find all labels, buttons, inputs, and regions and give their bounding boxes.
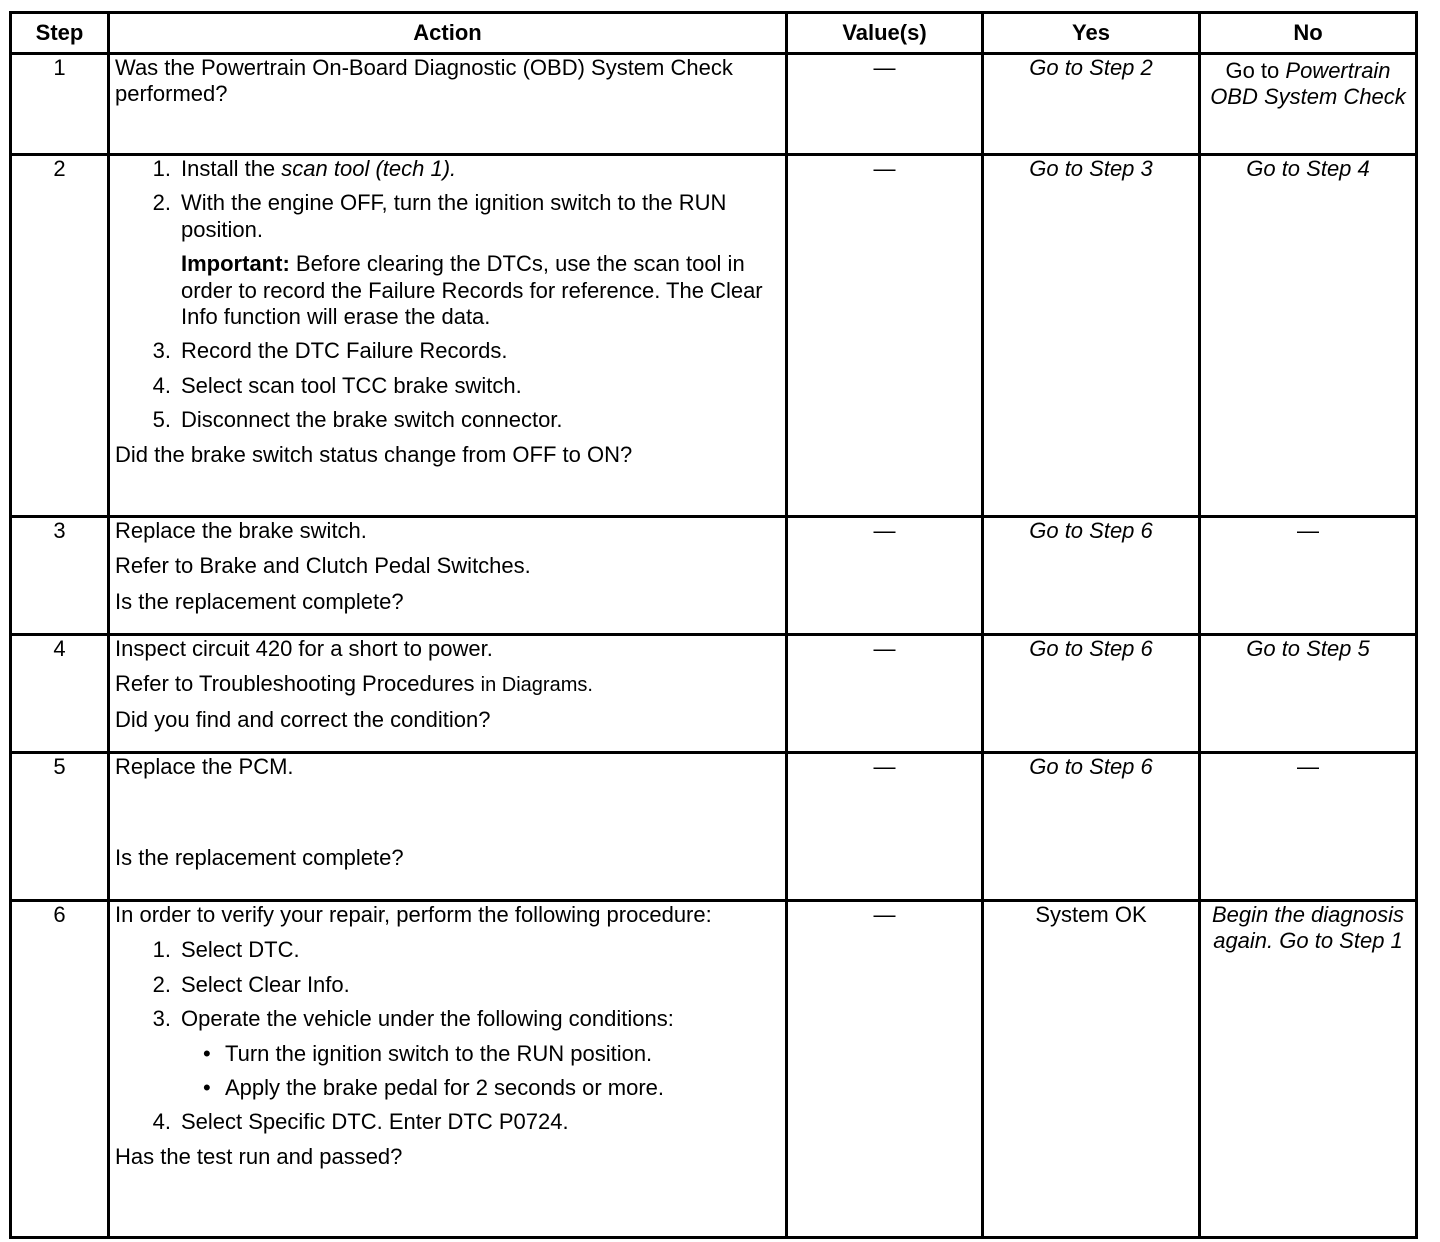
step-number: 4: [11, 635, 109, 753]
important-note: [181, 251, 780, 330]
action-text: Refer to Brake and Clutch Pedal Switches.: [115, 553, 531, 579]
step-number: 6: [11, 901, 109, 1238]
action-text: Refer to Troubleshooting Procedures: [115, 671, 475, 697]
question-text: Has the test run and passed?: [115, 1143, 403, 1169]
no-cell: Begin the diagnosis again. Go to Step 1: [1200, 901, 1417, 1238]
table-row: [11, 753, 1417, 901]
list-item: [115, 972, 780, 998]
no-cell: —: [1200, 753, 1417, 901]
list-text: Select Clear Info.: [181, 971, 350, 997]
important-text: Before clearing the DTCs, use the scan tool in order to record the Failure Records for reference. The Clear Info function will erase the data.: [181, 251, 763, 329]
list-text: Select Specific DTC. Enter DTC P0724.: [181, 1109, 569, 1135]
value-cell: —: [787, 635, 983, 753]
list-item: [115, 937, 780, 963]
list-text: Select scan tool TCC brake switch.: [181, 372, 522, 398]
list-number: 3.: [152, 1006, 171, 1032]
yes-cell: Go to Step 2: [983, 54, 1200, 155]
spacer: [115, 789, 780, 845]
action-text: Replace the PCM.: [115, 754, 294, 779]
list-number: 4.: [152, 1109, 171, 1135]
action-cell: [109, 54, 787, 155]
list-item: [115, 373, 780, 399]
header-no: No: [1200, 13, 1417, 54]
no-cell: Go to Step 5: [1200, 635, 1417, 753]
list-text: Select DTC.: [181, 937, 300, 963]
no-cell: [1200, 54, 1417, 155]
yes-cell: Go to Step 6: [983, 753, 1200, 901]
no-cell: Go to Step 4: [1200, 155, 1417, 517]
list-item: [115, 338, 780, 364]
bullet-text: Turn the ignition switch to the RUN position.: [225, 1040, 653, 1066]
important-label: Important:: [181, 251, 290, 277]
action-text: Inspect circuit 420 for a short to power.: [115, 636, 493, 661]
step-number: 1: [11, 54, 109, 155]
question-text: Is the replacement complete?: [115, 845, 404, 871]
action-suffix: in Diagrams.: [480, 674, 593, 697]
question-text: Did the brake switch status change from OFF to ON?: [115, 441, 633, 467]
action-cell: [109, 517, 787, 635]
list-item: [115, 190, 780, 243]
value-cell: —: [787, 753, 983, 901]
list-item: [115, 1109, 780, 1135]
bullet-icon: •: [203, 1074, 211, 1100]
action-cell: [109, 155, 787, 517]
action-cell: [109, 901, 787, 1238]
action-text: Replace the brake switch.: [115, 518, 367, 543]
value-cell: —: [787, 155, 983, 517]
list-text: Disconnect the brake switch connector.: [181, 407, 563, 433]
step-number: 2: [11, 155, 109, 517]
no-link: Powertrain OBD System Check: [1210, 58, 1406, 110]
list-number: 5.: [152, 407, 171, 433]
question-text: Did you find and correct the condition?: [115, 706, 491, 732]
list-number: 2.: [152, 971, 171, 997]
no-text: Go to: [1225, 58, 1280, 83]
value-cell: —: [787, 517, 983, 635]
step-number: 5: [11, 753, 109, 901]
yes-cell: Go to Step 3: [983, 155, 1200, 517]
table-row: [11, 517, 1417, 635]
yes-cell: System OK: [983, 901, 1200, 1238]
header-values: Value(s): [787, 13, 983, 54]
header-row: [11, 13, 1417, 54]
value-cell: —: [787, 901, 983, 1238]
list-text: Install the: [181, 156, 276, 181]
bullet-icon: •: [203, 1040, 211, 1066]
list-item: [115, 1006, 780, 1032]
table-row: [11, 635, 1417, 753]
action-text-with-suffix: [115, 671, 780, 697]
list-number: 4.: [152, 372, 171, 398]
diagnostic-table: [9, 11, 1418, 1239]
list-number: 3.: [152, 338, 171, 364]
list-number: 1.: [152, 156, 171, 181]
action-text: Was the Powertrain On-Board Diagnostic (OBD) System Check performed?: [115, 55, 733, 107]
table-row: [11, 155, 1417, 517]
list-item: [115, 156, 780, 182]
action-text: In order to verify your repair, perform the following procedure:: [115, 902, 712, 927]
value-cell: —: [787, 54, 983, 155]
header-step: Step: [11, 13, 109, 54]
list-text: With the engine OFF, turn the ignition switch to the RUN position.: [181, 190, 727, 242]
yes-cell: Go to Step 6: [983, 517, 1200, 635]
table-row: [11, 54, 1417, 155]
list-item: [115, 407, 780, 433]
action-cell: [109, 635, 787, 753]
list-text: Record the DTC Failure Records.: [181, 338, 508, 364]
question-text: Is the replacement complete?: [115, 588, 404, 614]
list-number: 1.: [152, 937, 171, 963]
action-cell: [109, 753, 787, 901]
table-row: [11, 901, 1417, 1238]
step-number: 3: [11, 517, 109, 635]
header-yes: Yes: [983, 13, 1200, 54]
no-cell: —: [1200, 517, 1417, 635]
bullet-item: [115, 1075, 780, 1101]
bullet-text: Apply the brake pedal for 2 seconds or more.: [225, 1074, 665, 1100]
bullet-item: [115, 1041, 780, 1067]
list-text: Operate the vehicle under the following conditions:: [181, 1006, 674, 1032]
header-action: Action: [109, 13, 787, 54]
list-number: 2.: [152, 190, 171, 216]
yes-cell: Go to Step 6: [983, 635, 1200, 753]
list-text-italic: scan tool (tech 1).: [281, 156, 457, 181]
